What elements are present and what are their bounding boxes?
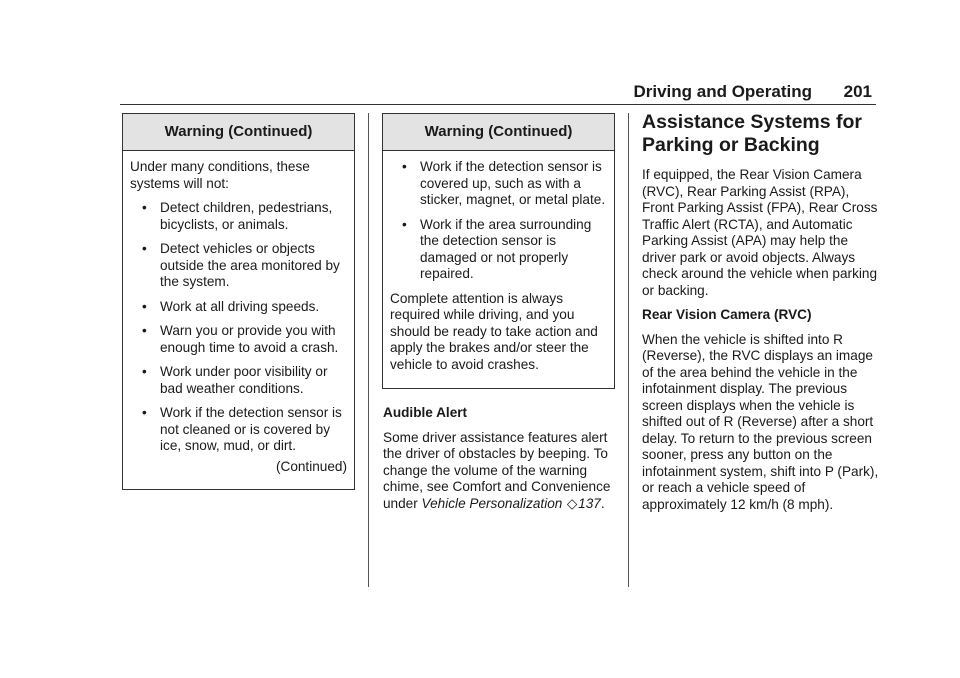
bullet-icon: • [142,323,147,338]
bullet-text: Detect children, pedestrians, bicyclists, or animals. [160,200,333,232]
reference-arrow-icon: ◇ [566,495,578,511]
warning-bullet [130,405,347,455]
bullet-text: Work if the detection sensor is not cleaned or is covered by ice, snow, mud, or dirt. [160,405,342,453]
rvc-body: When the vehicle is shifted into R (Reverse), the RVC displays an image of the area behind the vehicle in the infotainment display. The previous screen displays when the vehicle is shifted out of R (Reverse) after a short delay. To return to the previous screen sooner, press any button on the infotainment system, shift into P (Park), or reach a vehicle speed of approximately 12 km/h (8 mph). [642,331,879,512]
bullet-icon: • [142,364,147,379]
warning-title: Warning (Continued) [383,114,614,151]
audible-alert-section [383,405,619,520]
bullet-icon: • [142,200,147,215]
audible-alert-body [383,430,619,513]
warning-intro: Under many conditions, these systems will not: [130,159,310,191]
warning-bullet [130,323,347,356]
bullet-icon: • [402,216,407,232]
rvc-heading: Rear Vision Camera (RVC) [642,307,812,322]
warning-bullet [130,364,347,397]
bullet-icon: • [142,298,147,314]
bullet-text: Warn you or provide you with enough time to avoid a crash. [160,323,339,355]
continued-label: (Continued) [275,458,347,474]
bullet-text: Detect vehicles or objects outside the area monitored by the system. [160,241,340,289]
cross-reference-link[interactable]: Vehicle Personalization [421,495,563,511]
bullet-icon: • [142,241,147,256]
warning-bullet [130,299,347,316]
bullet-icon: • [402,159,407,174]
audible-alert-text: Some driver assistance features alert the driver of obstacles by beeping. To change the volume of the warning chime, see Comfort and Convenience under [383,429,611,511]
warning-bullet [130,241,347,291]
assistance-section [642,111,880,521]
warning-box-middle [382,113,615,389]
warning-bullet [390,217,607,283]
bullet-text: Work if the area surrounding the detection sensor is damaged or not properly repaired. [420,216,592,281]
warning-bullet [130,200,347,233]
column-divider-right [628,113,629,587]
warning-body [383,151,614,385]
warning-bullet-list [130,200,347,455]
reference-page: 137 [578,495,601,511]
sentence-end: . [600,495,605,511]
warning-title: Warning (Continued) [123,114,354,151]
column-divider-left [368,113,369,587]
assistance-heading: Assistance Systems for Parking or Backing [642,111,863,156]
page-header [120,82,876,104]
warning-closing: Complete attention is always required while driving, and you should be ready to take action and apply the brakes and/or steer the vehicle to avoid crashes. [390,290,598,372]
section-title: Driving and Operating [633,82,812,101]
page-number: 201 [843,82,872,101]
warning-bullet-list [390,159,607,283]
audible-alert-heading: Audible Alert [383,405,468,420]
warning-box-left [122,113,355,490]
assistance-intro: If equipped, the Rear Vision Camera (RVC), Rear Parking Assist (RPA), Front Parking Assist (FPA), Rear Cross Traffic Alert (RCTA), and Automatic Parking Assist (APA) may help the driver park or avoid objects. Always check around the vehicle when parking or backing. [642,167,878,298]
bullet-text: Work under poor visibility or bad weather conditions. [160,364,328,396]
header-rule [120,104,876,105]
bullet-icon: • [142,405,147,420]
bullet-text: Work at all driving speeds. [160,298,320,314]
warning-body [123,151,354,479]
bullet-text: Work if the detection sensor is covered up, such as with a sticker, magnet, or metal plate. [420,159,606,207]
warning-bullet [390,159,607,209]
